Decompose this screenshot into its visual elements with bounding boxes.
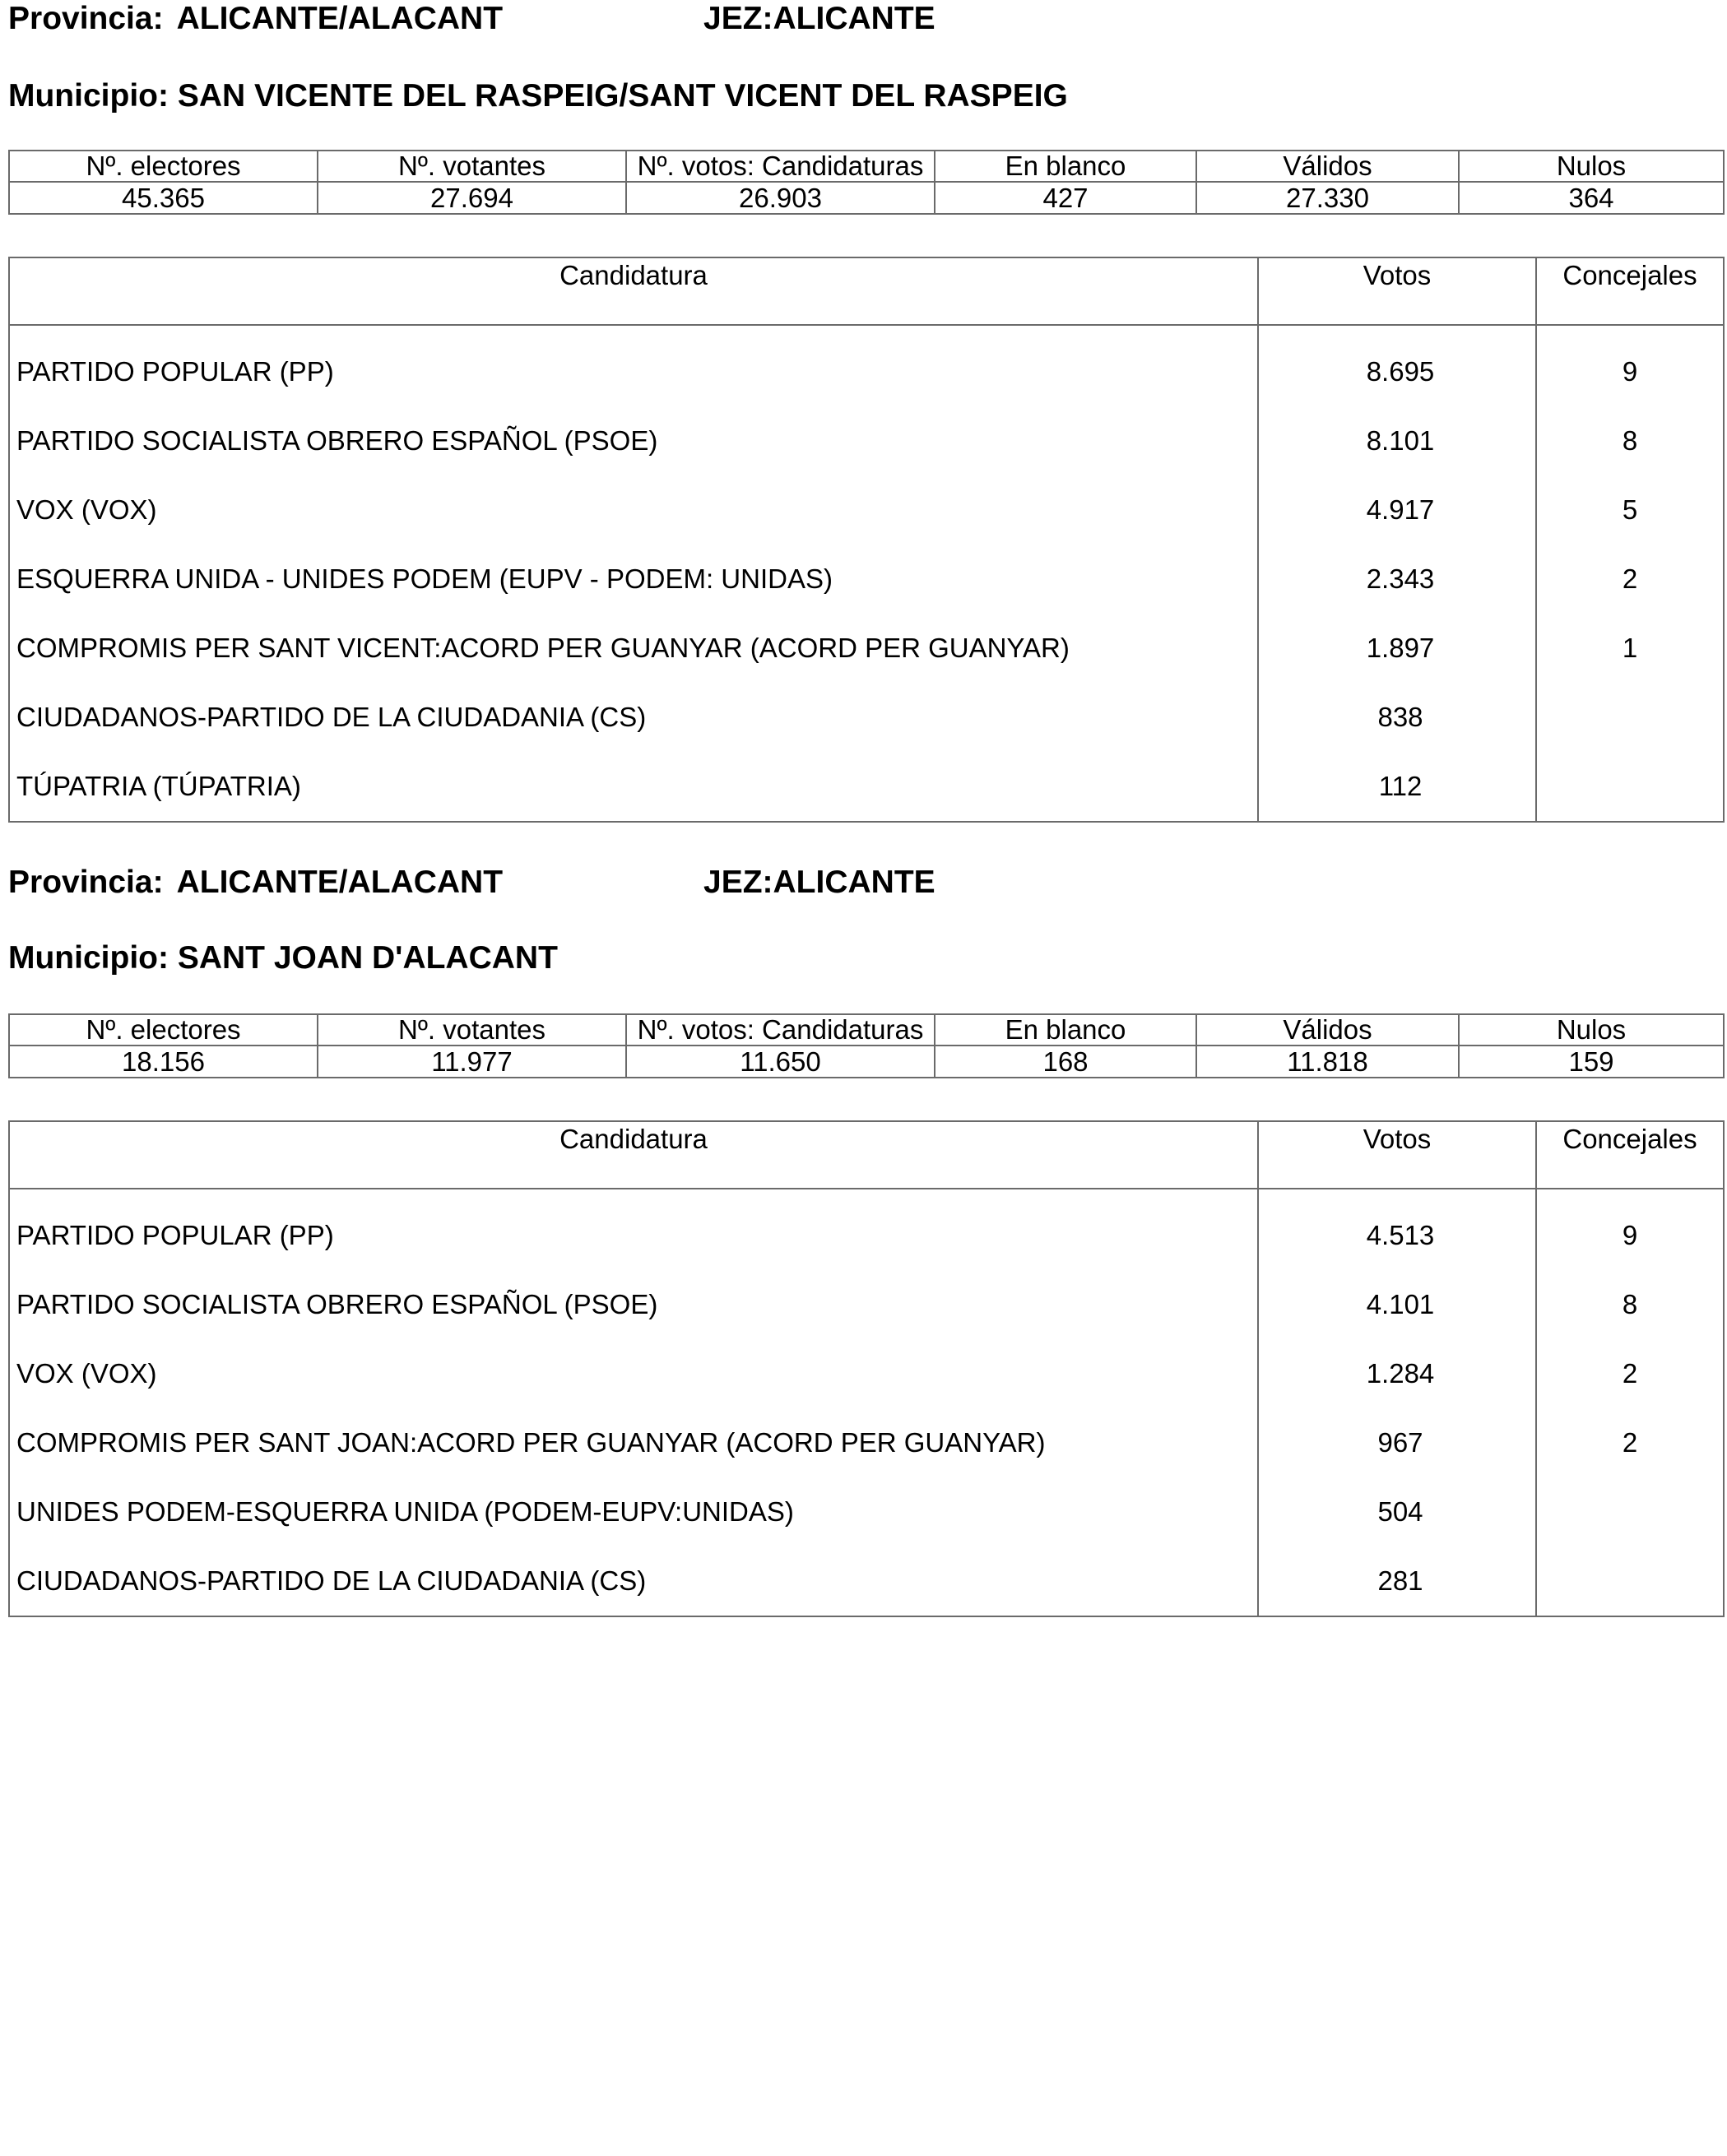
candidate-seats: 8 [1536,406,1724,475]
candidate-name: TÚPATRIA (TÚPATRIA) [9,752,1258,822]
candidate-seats [1536,1477,1724,1546]
candidate-votes: 281 [1258,1546,1536,1616]
candidatura-header: Candidatura [9,257,1258,325]
candidate-row [9,752,1724,822]
candidate-row [9,683,1724,752]
summary-values-row [9,1046,1724,1078]
candidate-name: PARTIDO SOCIALISTA OBRERO ESPAÑOL (PSOE) [9,1270,1258,1339]
summary-header-electores: Nº. electores [9,151,318,182]
candidate-row [9,1270,1724,1339]
summary-value-votantes: 11.977 [318,1046,626,1078]
candidate-name: ESQUERRA UNIDA - UNIDES PODEM (EUPV - PODEM: UNIDAS) [9,545,1258,614]
candidate-row [9,1546,1724,1616]
jez-line [703,864,935,902]
summary-value-en-blanco: 168 [935,1046,1196,1078]
candidate-name: CIUDADANOS-PARTIDO DE LA CIUDADANIA (CS) [9,1546,1258,1616]
candidates-table [8,257,1725,823]
candidate-seats [1536,1546,1724,1616]
candidate-votes: 4.101 [1258,1270,1536,1339]
summary-value-validos: 27.330 [1196,182,1459,214]
candidate-votes: 8.695 [1258,325,1536,406]
candidate-row [9,1408,1724,1477]
candidate-row [9,475,1724,545]
summary-header-en-blanco: En blanco [935,1014,1196,1046]
summary-header-row [9,1014,1724,1046]
summary-header-votantes: Nº. votantes [318,1014,626,1046]
candidates-header-row [9,1121,1724,1189]
concejales-header: Concejales [1536,257,1724,325]
candidate-votes: 504 [1258,1477,1536,1546]
candidate-name: UNIDES PODEM-ESQUERRA UNIDA (PODEM-EUPV:UNIDAS) [9,1477,1258,1546]
votos-header: Votos [1258,1121,1536,1189]
candidate-votes: 1.284 [1258,1339,1536,1408]
candidate-seats [1536,683,1724,752]
candidate-votes: 967 [1258,1408,1536,1477]
summary-value-votantes: 27.694 [318,182,626,214]
provincia-label: Provincia: [8,1,164,36]
candidate-seats [1536,752,1724,822]
candidate-name: PARTIDO SOCIALISTA OBRERO ESPAÑOL (PSOE) [9,406,1258,475]
candidate-row [9,1339,1724,1408]
summary-header-row [9,151,1724,182]
candidate-seats: 2 [1536,1339,1724,1408]
candidate-votes: 8.101 [1258,406,1536,475]
candidate-row [9,1189,1724,1270]
candidate-name: VOX (VOX) [9,1339,1258,1408]
summary-header-votos-candidaturas: Nº. votos: Candidaturas [626,151,935,182]
candidate-name: VOX (VOX) [9,475,1258,545]
candidate-seats: 2 [1536,1408,1724,1477]
votos-header: Votos [1258,257,1536,325]
summary-header-votantes: Nº. votantes [318,151,626,182]
provincia-value: ALICANTE/ALACANT [176,1,504,36]
candidate-name: COMPROMIS PER SANT JOAN:ACORD PER GUANYAR (ACORD PER GUANYAR) [9,1408,1258,1477]
jez-label: JEZ: [703,865,773,900]
municipio-label: Municipio: [8,940,169,976]
summary-value-nulos: 364 [1459,182,1724,214]
candidates-header-row [9,257,1724,325]
candidates-table [8,1120,1725,1617]
candidate-votes: 112 [1258,752,1536,822]
summary-values-row [9,182,1724,214]
candidate-votes: 1.897 [1258,614,1536,683]
summary-value-votos-candidaturas: 26.903 [626,182,935,214]
summary-header-validos: Válidos [1196,1014,1459,1046]
provincia-label: Provincia: [8,865,164,900]
provincia-line [8,0,503,38]
summary-value-votos-candidaturas: 11.650 [626,1046,935,1078]
provincia-line [8,864,503,902]
summary-header-electores: Nº. electores [9,1014,318,1046]
summary-header-nulos: Nulos [1459,1014,1724,1046]
candidate-row [9,614,1724,683]
summary-value-validos: 11.818 [1196,1046,1459,1078]
candidate-seats: 2 [1536,545,1724,614]
candidate-name: CIUDADANOS-PARTIDO DE LA CIUDADANIA (CS) [9,683,1258,752]
summary-value-en-blanco: 427 [935,182,1196,214]
summary-header-en-blanco: En blanco [935,151,1196,182]
candidate-votes: 4.917 [1258,475,1536,545]
jez-value: ALICANTE [773,1,935,36]
municipio-value: SANT JOAN D'ALACANT [177,940,558,976]
candidatura-header: Candidatura [9,1121,1258,1189]
summary-header-nulos: Nulos [1459,151,1724,182]
summary-header-validos: Válidos [1196,151,1459,182]
jez-value: ALICANTE [773,865,935,900]
municipio-line [8,939,558,977]
summary-value-electores: 45.365 [9,182,318,214]
candidate-name: PARTIDO POPULAR (PP) [9,1189,1258,1270]
candidate-seats: 1 [1536,614,1724,683]
candidate-seats: 8 [1536,1270,1724,1339]
summary-value-nulos: 159 [1459,1046,1724,1078]
municipio-value: SAN VICENTE DEL RASPEIG/SANT VICENT DEL RASPEIG [177,78,1068,114]
candidate-row [9,325,1724,406]
summary-table [8,150,1725,215]
summary-table [8,1013,1725,1078]
provincia-value: ALICANTE/ALACANT [176,865,504,900]
summary-value-electores: 18.156 [9,1046,318,1078]
candidate-name: COMPROMIS PER SANT VICENT:ACORD PER GUANYAR (ACORD PER GUANYAR) [9,614,1258,683]
candidate-seats: 9 [1536,1189,1724,1270]
candidate-seats: 5 [1536,475,1724,545]
jez-line [703,0,935,38]
candidate-row [9,1477,1724,1546]
candidate-votes: 2.343 [1258,545,1536,614]
candidate-votes: 838 [1258,683,1536,752]
concejales-header: Concejales [1536,1121,1724,1189]
candidate-row [9,545,1724,614]
candidate-name: PARTIDO POPULAR (PP) [9,325,1258,406]
municipio-line [8,77,1068,115]
summary-header-votos-candidaturas: Nº. votos: Candidaturas [626,1014,935,1046]
candidate-seats: 9 [1536,325,1724,406]
jez-label: JEZ: [703,1,773,36]
candidate-votes: 4.513 [1258,1189,1536,1270]
municipio-label: Municipio: [8,78,169,114]
candidate-row [9,406,1724,475]
